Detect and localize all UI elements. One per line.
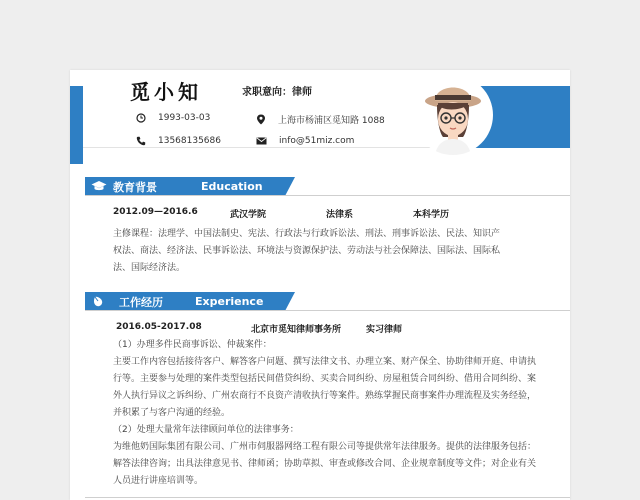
candidate-name: 觅小知	[130, 80, 202, 104]
clock-icon	[136, 113, 146, 123]
phone-text: 13568135686	[158, 136, 221, 146]
job-line: 行等。主要参与处理的案件类型包括民间借贷纠纷、买卖合同纠纷、房屋租赁合同纠纷、借用合同纠纷、案	[113, 374, 537, 384]
header-arrow	[285, 292, 295, 311]
email-text: info@51miz.com	[279, 136, 355, 146]
courses-line: 法、国际经济法。	[113, 263, 186, 273]
phone-icon	[136, 136, 146, 146]
job-intent: 求职意向：律师	[242, 87, 312, 98]
job-position: 实习律师	[366, 325, 403, 335]
phone-row	[136, 136, 221, 146]
experience-divider	[85, 310, 570, 311]
education-major: 法律系	[326, 210, 354, 220]
mouse-icon	[91, 295, 105, 309]
education-school: 武汉学院	[230, 210, 267, 220]
experience-title-cn: 工作经历	[119, 295, 163, 309]
education-degree: 本科学历	[413, 210, 450, 220]
resume-page	[70, 70, 570, 500]
graduation-cap-icon	[91, 180, 107, 192]
location-pin-icon	[256, 114, 266, 125]
experience-title-en: Experience	[195, 295, 264, 308]
job-line: 解答法律咨询；出具法律意见书、律师函；协助草拟、审查或修改合同、企业规章制度等文件；对企业有关	[113, 459, 537, 469]
job-line: 为维他奶国际集团有限公司、广州市伺服器网络工程有限公司等提供常年法律服务。提供的法律服务包括：	[113, 442, 537, 452]
education-title-cn: 教育背景	[113, 180, 157, 194]
birthday-text: 1993-03-03	[158, 113, 211, 123]
job-line: 主要工作内容包括接待客户、解答客户问题、撰写法律文书、办理立案、财产保全、协助律师开庭、申请执	[113, 357, 537, 367]
left-accent-stripe	[70, 86, 83, 164]
education-section-header	[85, 177, 285, 196]
job-description	[113, 337, 553, 490]
birthday-row	[136, 113, 210, 123]
avatar	[413, 75, 493, 155]
courses-line: 主修课程：法理学、中国法制史、宪法、行政法与行政诉讼法、刑法、刑事诉讼法、民法、知识产	[113, 229, 501, 239]
education-period: 2012.09—2016.6	[113, 207, 198, 217]
education-divider	[85, 195, 570, 196]
job-line: 外人执行异议之诉纠纷、广州农商行不良资产清收执行等案件。熟练掌握民商事案件办理流程及实务经验，	[113, 391, 537, 401]
job-company: 北京市觅知律师事务所	[251, 325, 342, 335]
education-title-en: Education	[201, 180, 263, 193]
bottom-divider	[85, 497, 570, 498]
job-line: （1）办理多件民商事诉讼、仲裁案件：	[113, 340, 272, 350]
header-arrow	[285, 177, 295, 196]
job-period: 2016.05-2017.08	[116, 322, 202, 332]
job-line: 并积累了与客户沟通的经验。	[113, 408, 231, 418]
education-courses	[113, 226, 553, 277]
header-divider	[83, 147, 453, 148]
job-line: 人员进行讲座培训等。	[113, 476, 204, 486]
address-text: 上海市杨浦区觅知路 1088	[278, 116, 385, 126]
email-row	[256, 136, 354, 146]
email-icon	[256, 137, 267, 145]
address-row	[256, 113, 385, 126]
experience-section-header	[85, 292, 285, 311]
avatar-illustration	[413, 75, 493, 155]
job-line: （2）处理大量常年法律顾问单位的法律事务：	[113, 425, 299, 435]
courses-line: 权法、商法、经济法、民事诉讼法、环境法与资源保护法、劳动法与社会保障法、国际法、国际私	[113, 246, 501, 256]
